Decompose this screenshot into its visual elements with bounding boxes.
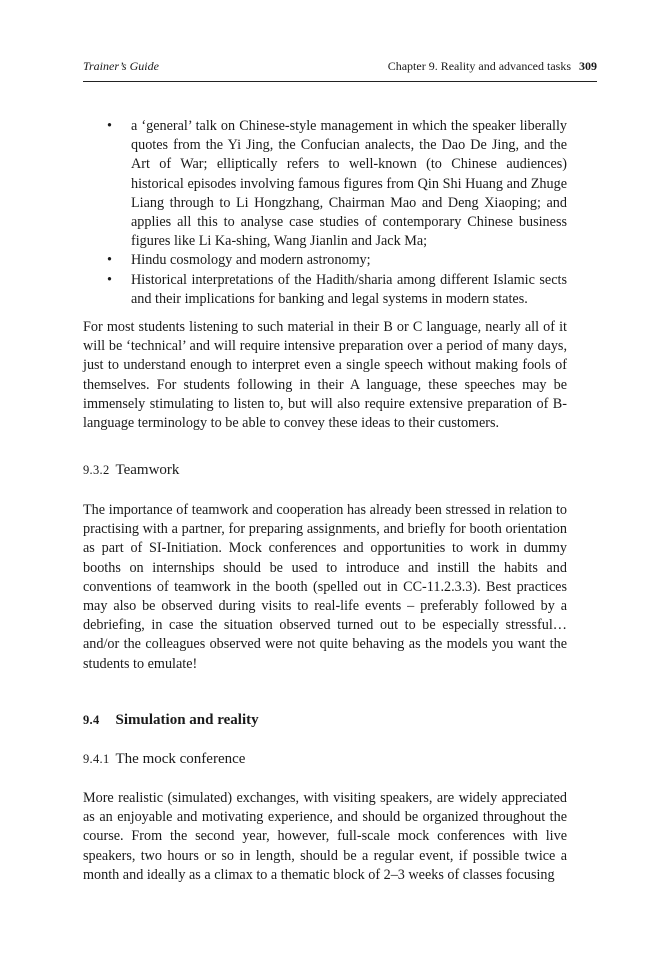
section-heading-9-3-2: [83, 462, 179, 479]
list-item: [83, 271, 567, 309]
section-title: Teamwork: [115, 462, 180, 478]
section-heading-9-4: [83, 712, 259, 729]
section-number: 9.4: [83, 713, 100, 727]
paragraph: For most students listening to such material in their B or C language, nearly all of it will be ‘technical’ and will require intensive preparation over a period of many days, just to understand enough to interpret even a single speech without making fools of themselves. For students following in their A language, these speeches may be immensely stimulating to listen to, but will also require extensive preparation of B-language terminology to be able to convey these ideas to their customers.: [83, 319, 567, 432]
list-item: [83, 251, 567, 270]
chapter-title: Chapter 9. Reality and advanced tasks: [387, 59, 571, 73]
list-item-text: Historical interpretations of the Hadith/sharia among different Islamic sects and their implications for banking and legal systems in modern states.: [131, 271, 567, 307]
section-title: Simulation and reality: [115, 712, 259, 728]
running-header: [83, 59, 597, 82]
bullet-list: [83, 117, 567, 309]
section-heading-9-4-1: [83, 751, 245, 768]
bullet-icon: •: [107, 271, 112, 288]
section-title: The mock conference: [115, 751, 246, 767]
section-number: 9.4.1: [83, 752, 110, 766]
page-number: 309: [579, 59, 597, 73]
list-item-text: Hindu cosmology and modern astronomy;: [131, 252, 371, 269]
section-number: 9.3.2: [83, 463, 110, 477]
list-item: [83, 117, 567, 251]
chapter-heading: [388, 59, 597, 74]
paragraph: The importance of teamwork and cooperation has already been stressed in relation to practising with a partner, for preparing assignments, and briefly for booth orientation as part of SI-Initiation. Mock conferences and opportunities to work in dummy booths on internships should be used to introduce and instill the habits and conventions of teamwork in the booth (spelled out in CC-11.2.3.3). Best practices may also be observed during visits to real-life events – preferably followed by a debriefing, in case the situation observed turned out to be especially stressful… and/or the colleagues observed were not quite behaving as the models you want the students to emulate!: [83, 502, 567, 672]
list-item-text: a ‘general’ talk on Chinese-style management in which the speaker liberally quotes from the Yi Jing, the Confucian analects, the Dao De Jing, and the Art of War; elliptically refers to well-known (to Chinese audiences) historical episodes involving famous figures from Qin Shi Huang and Zhuge Liang through to Li Hongzhang, Chairman Mao and Deng Xiaoping; and applies all this to analyse case studies of contemporary Chinese business figures like Li Ka-shing, Wang Jianlin and Jack Ma;: [131, 118, 567, 250]
bullet-icon: •: [107, 252, 112, 269]
bullet-icon: •: [107, 118, 112, 134]
book-title: Trainer’s Guide: [83, 59, 159, 73]
paragraph: More realistic (simulated) exchanges, with visiting speakers, are widely appreciated as an enjoyable and motivating experience, and should be organized throughout the course. From the second year, however, full-scale mock conferences with live speakers, two hours or so in length, should be a regular event, if possible twice a month and ideally as a climax to a thematic block of 2–3 weeks of classes focusing: [83, 790, 567, 883]
